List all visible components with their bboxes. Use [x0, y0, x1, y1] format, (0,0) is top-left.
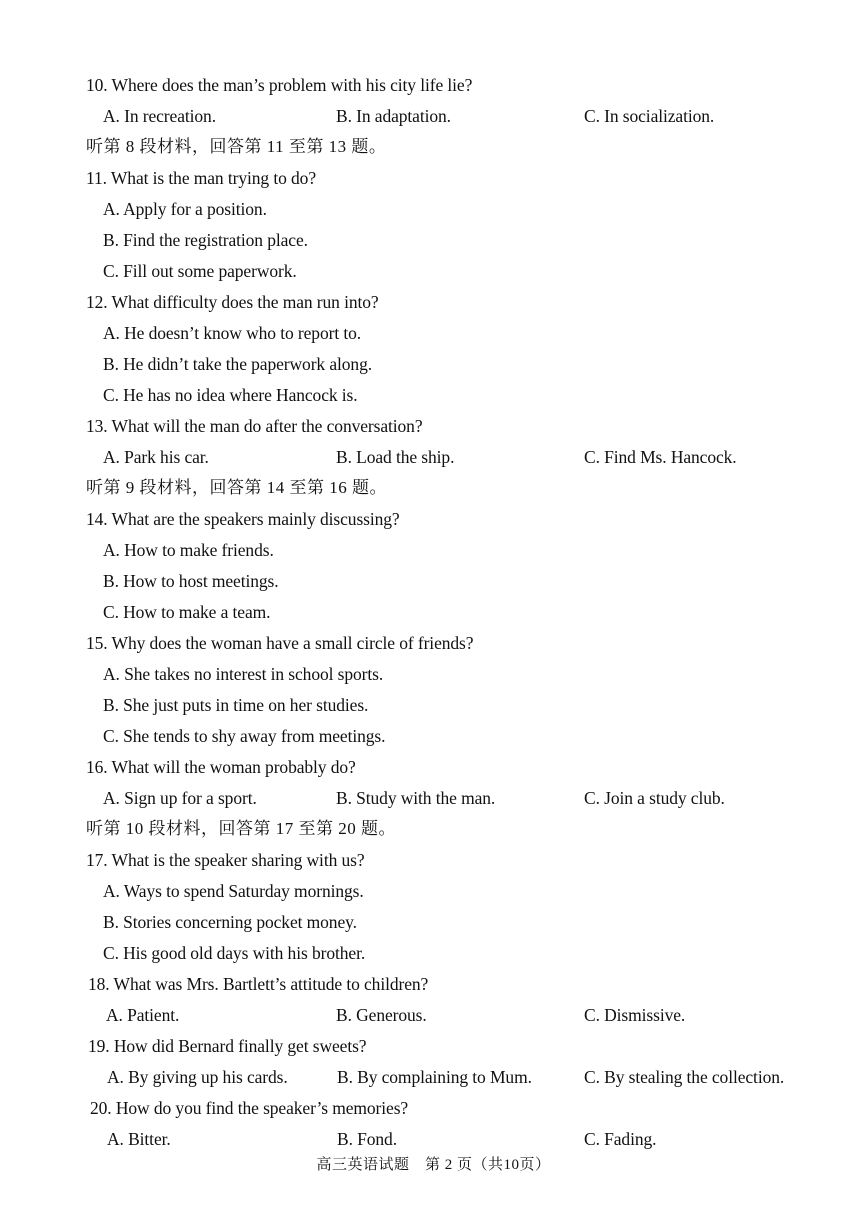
- question-stem: 17. What is the speaker sharing with us?: [86, 850, 365, 870]
- answer-option: A. Ways to spend Saturday mornings.: [103, 881, 364, 901]
- answer-option: B. In adaptation.: [336, 106, 451, 126]
- answer-option: A. Bitter.: [107, 1129, 171, 1149]
- question-stem: 15. Why does the woman have a small circle of friends?: [86, 633, 474, 653]
- page-footer: 高三英语试题 第 2 页（共10页）: [316, 1157, 551, 1173]
- answer-option: C. Fill out some paperwork.: [103, 261, 297, 281]
- section-instruction: 听第 8 段材料，回答第 11 至第 13 题。: [86, 137, 387, 156]
- answer-option: C. By stealing the collection.: [584, 1067, 785, 1087]
- answer-option: A. Sign up for a sport.: [103, 788, 257, 808]
- answer-option: C. Fading.: [584, 1129, 657, 1149]
- answer-option: A. How to make friends.: [103, 540, 274, 560]
- question-stem: 11. What is the man trying to do?: [86, 168, 316, 188]
- answer-option: C. She tends to shy away from meetings.: [103, 726, 386, 746]
- question-stem: 18. What was Mrs. Bartlett’s attitude to children?: [88, 974, 429, 994]
- answer-option: B. Load the ship.: [336, 447, 455, 467]
- answer-option: A. Park his car.: [103, 447, 209, 467]
- question-stem: 12. What difficulty does the man run into?: [86, 292, 379, 312]
- question-stem: 19. How did Bernard finally get sweets?: [88, 1036, 367, 1056]
- answer-option: A. Apply for a position.: [103, 199, 267, 219]
- answer-option: A. She takes no interest in school sports.: [103, 664, 384, 684]
- answer-option: B. Stories concerning pocket money.: [103, 912, 357, 932]
- question-stem: 14. What are the speakers mainly discussing?: [86, 509, 400, 529]
- answer-option: B. She just puts in time on her studies.: [103, 695, 369, 715]
- section-instruction: 听第 10 段材料，回答第 17 至第 20 题。: [86, 819, 396, 838]
- answer-option: C. He has no idea where Hancock is.: [103, 385, 358, 405]
- answer-option: C. In socialization.: [584, 106, 715, 126]
- question-stem: 20. How do you find the speaker’s memories?: [90, 1098, 409, 1118]
- answer-option: B. Study with the man.: [336, 788, 496, 808]
- answer-option: A. He doesn’t know who to report to.: [103, 323, 362, 343]
- answer-option: C. How to make a team.: [103, 602, 271, 622]
- answer-option: B. Find the registration place.: [103, 230, 308, 250]
- answer-option: B. By complaining to Mum.: [337, 1067, 532, 1087]
- question-stem: 13. What will the man do after the conversation?: [86, 416, 423, 436]
- answer-option: C. Dismissive.: [584, 1005, 686, 1025]
- answer-option: B. Fond.: [337, 1129, 397, 1149]
- answer-option: A. In recreation.: [103, 106, 216, 126]
- question-stem: 10. Where does the man’s problem with his city life lie?: [86, 75, 473, 95]
- answer-option: B. How to host meetings.: [103, 571, 279, 591]
- section-instruction: 听第 9 段材料，回答第 14 至第 16 题。: [86, 478, 387, 497]
- answer-option: A. Patient.: [106, 1005, 180, 1025]
- question-stem: 16. What will the woman probably do?: [86, 757, 356, 777]
- answer-option: A. By giving up his cards.: [107, 1067, 288, 1087]
- answer-option: C. Join a study club.: [584, 788, 725, 808]
- answer-option: C. Find Ms. Hancock.: [584, 447, 737, 467]
- answer-option: C. His good old days with his brother.: [103, 943, 366, 963]
- answer-option: B. Generous.: [336, 1005, 427, 1025]
- answer-option: B. He didn’t take the paperwork along.: [103, 354, 372, 374]
